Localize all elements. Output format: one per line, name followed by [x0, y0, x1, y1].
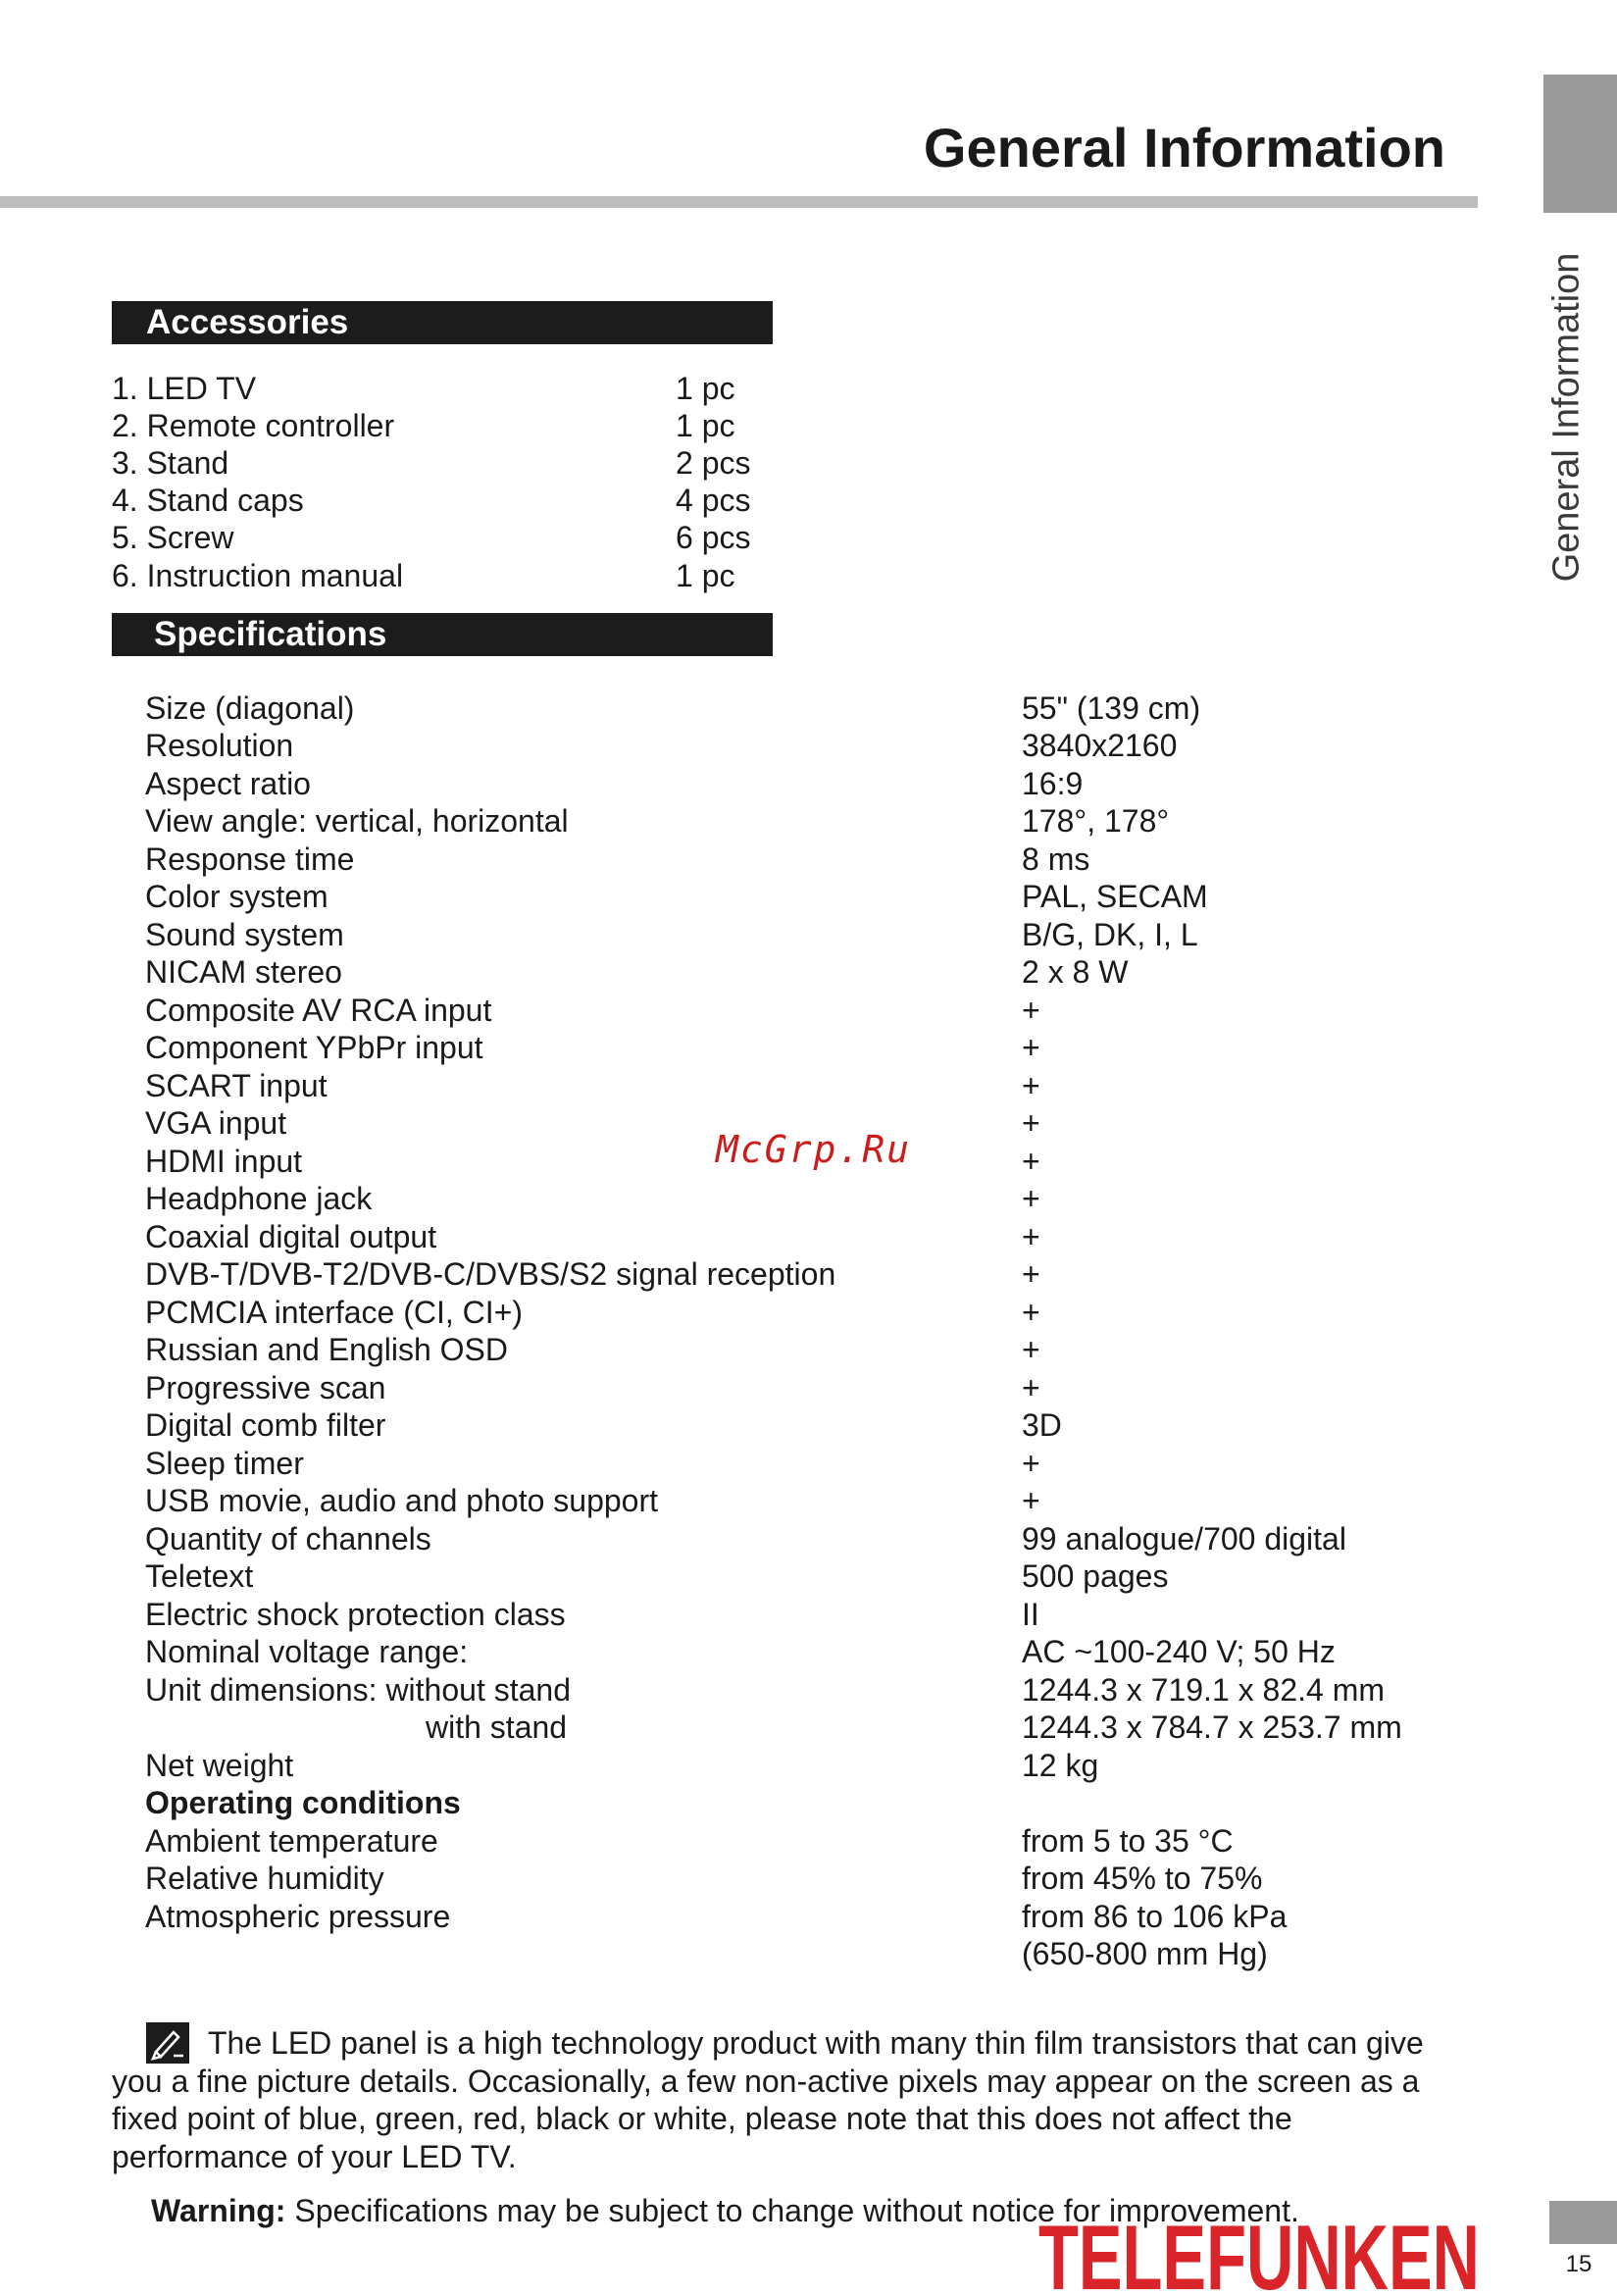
spec-label: NICAM stereo: [145, 954, 342, 990]
list-item: [0, 370, 1471, 407]
spec-value: +: [1022, 1068, 1040, 1103]
spec-value: +: [1022, 1030, 1040, 1065]
spec-label: View angle: vertical, horizontal: [145, 803, 569, 839]
spec-label: Coaxial digital output: [145, 1219, 437, 1254]
table-row: [0, 1255, 1471, 1293]
list-item: [0, 407, 1471, 444]
accessory-name: 6. Instruction manual: [112, 558, 404, 593]
spec-value: 12 kg: [1022, 1748, 1099, 1783]
accessory-qty: 2 pcs: [676, 445, 751, 481]
table-row: [0, 802, 1471, 840]
telefunken-logo: [1035, 2215, 1484, 2296]
spec-value: +: [1022, 1256, 1040, 1292]
spec-value: +: [1022, 1181, 1040, 1216]
list-item: [0, 557, 1471, 594]
spec-label: Aspect ratio: [145, 766, 311, 801]
spec-label: Component YPbPr input: [145, 1030, 483, 1065]
page-number: 15: [1565, 2251, 1592, 2277]
table-row: [0, 1596, 1471, 1633]
spec-label: Teletext: [145, 1558, 254, 1594]
spec-value: 1244.3 x 719.1 x 82.4 mm: [1022, 1672, 1385, 1708]
spec-label: VGA input: [145, 1105, 287, 1141]
spec-value: 3840x2160: [1022, 728, 1178, 763]
spec-value: AC ~100-240 V; 50 Hz: [1022, 1634, 1336, 1669]
side-tab-marker: [1543, 75, 1617, 213]
spec-label: Electric shock protection class: [145, 1597, 566, 1632]
accessory-name: 5. Screw: [112, 520, 234, 555]
table-row: [0, 1445, 1471, 1482]
table-row: [0, 878, 1471, 915]
spec-label: Russian and English OSD: [145, 1332, 508, 1367]
spec-label: Relative humidity: [145, 1861, 384, 1896]
spec-label: Composite AV RCA input: [145, 993, 492, 1028]
list-item: [0, 519, 1471, 556]
table-row: [0, 1747, 1471, 1784]
table-row: [0, 1369, 1471, 1406]
spec-value: 99 analogue/700 digital: [1022, 1521, 1346, 1556]
spec-value: 1244.3 x 784.7 x 253.7 mm: [1022, 1709, 1402, 1745]
spec-value: +: [1022, 1219, 1040, 1254]
table-row: [0, 1784, 1471, 1821]
spec-value: +: [1022, 1446, 1040, 1481]
list-item: [0, 482, 1471, 519]
table-row: [0, 1029, 1471, 1066]
table-row: [0, 1557, 1471, 1595]
accessory-name: 3. Stand: [112, 445, 229, 481]
spec-label: SCART input: [145, 1068, 328, 1103]
spec-label: Atmospheric pressure: [145, 1899, 451, 1934]
spec-value: B/G, DK, I, L: [1022, 917, 1198, 952]
spec-label: Unit dimensions: without stand: [145, 1672, 571, 1708]
spec-label: USB movie, audio and photo support: [145, 1483, 658, 1518]
specifications-heading: Specifications: [112, 613, 773, 656]
accessory-name: 1. LED TV: [112, 371, 257, 406]
table-row: [0, 916, 1471, 953]
spec-label: PCMCIA interface (CI, CI+): [145, 1295, 523, 1330]
spec-label: Digital comb filter: [145, 1407, 386, 1443]
table-row: [0, 1406, 1471, 1444]
spec-label: Size (diagonal): [145, 690, 355, 726]
spec-value: from 45% to 75%: [1022, 1861, 1263, 1896]
spec-label: HDMI input: [145, 1144, 303, 1179]
accessory-qty: 1 pc: [676, 558, 735, 593]
accessory-qty: 4 pcs: [676, 483, 751, 518]
spec-value: +: [1022, 1144, 1040, 1179]
spec-label: Response time: [145, 842, 355, 877]
spec-value: 178°, 178°: [1022, 803, 1170, 839]
spec-value: 500 pages: [1022, 1558, 1169, 1594]
spec-value: 8 ms: [1022, 842, 1090, 877]
warning-label: Warning:: [151, 2193, 286, 2228]
spec-label: Resolution: [145, 728, 294, 763]
spec-value: 2 x 8 W: [1022, 954, 1129, 990]
accessory-qty: 6 pcs: [676, 520, 751, 555]
title-divider: [0, 196, 1478, 208]
spec-label: Headphone jack: [145, 1181, 373, 1216]
table-row: [0, 1709, 1471, 1746]
side-section-label-text: General Information: [1545, 252, 1588, 582]
accessory-qty: 1 pc: [676, 371, 735, 406]
spec-value: II: [1022, 1597, 1039, 1632]
spec-value: (650-800 mm Hg): [1022, 1936, 1268, 1971]
list-item: [0, 444, 1471, 482]
spec-label: Sound system: [145, 917, 344, 952]
table-row: [0, 689, 1471, 727]
table-row: [0, 1671, 1471, 1709]
accessory-qty: 1 pc: [676, 408, 735, 443]
spec-value: +: [1022, 1483, 1040, 1518]
spec-label: Sleep timer: [145, 1446, 304, 1481]
spec-value: from 5 to 35 °C: [1022, 1823, 1234, 1859]
spec-value: +: [1022, 1370, 1040, 1405]
side-tab-marker-bottom: [1549, 2201, 1617, 2244]
table-row: [0, 1520, 1471, 1557]
spec-value: +: [1022, 1295, 1040, 1330]
page-title: General Information: [923, 117, 1445, 179]
spec-label: Nominal voltage range:: [145, 1634, 469, 1669]
spec-label: Ambient temperature: [145, 1823, 438, 1859]
note-paragraph: The LED panel is a high technology product with many thin film transistors that can give you a fine picture details. Occasionally, a few non-active pixels may appear on the screen as a fixed point of blue, green, red, black or white, please note that this does not affect the performance of your LED TV.: [112, 2025, 1424, 2174]
accessories-heading: Accessories: [112, 301, 773, 344]
table-row: [0, 1294, 1471, 1331]
spec-value: PAL, SECAM: [1022, 879, 1208, 914]
spec-value: from 86 to 106 kPa: [1022, 1899, 1288, 1934]
accessory-name: 2. Remote controller: [112, 408, 395, 443]
table-row: [0, 1331, 1471, 1368]
table-row: [0, 727, 1471, 764]
table-row: [0, 1067, 1471, 1104]
table-row: [0, 1218, 1471, 1255]
table-row: [0, 953, 1471, 991]
spec-label: DVB-T/DVB-T2/DVB-C/DVBS/S2 signal reception: [145, 1256, 836, 1292]
table-row: [0, 992, 1471, 1029]
warning-text: Specifications may be subject to change without notice for improvement.: [285, 2193, 1299, 2228]
spec-label: Progressive scan: [145, 1370, 386, 1405]
spec-value: 3D: [1022, 1407, 1062, 1443]
spec-value: 16:9: [1022, 766, 1084, 801]
spec-value: +: [1022, 1105, 1040, 1141]
spec-label: Net weight: [145, 1748, 294, 1783]
table-row: [0, 1860, 1471, 1897]
table-row: [0, 1633, 1471, 1670]
accessory-name: 4. Stand caps: [112, 483, 304, 518]
table-row: [0, 765, 1471, 802]
watermark: McGrp.Ru: [716, 1128, 912, 1171]
spec-section-label: Operating conditions: [145, 1785, 461, 1820]
table-row: [0, 841, 1471, 878]
spec-label: Quantity of channels: [145, 1521, 431, 1556]
table-row: [0, 1180, 1471, 1217]
spec-value: +: [1022, 993, 1040, 1028]
spec-label: Color system: [145, 879, 328, 914]
spec-value: 55" (139 cm): [1022, 690, 1201, 726]
table-row: [0, 1898, 1471, 1935]
table-row: [0, 1822, 1471, 1860]
svg-text:TELEFUNKEN: TELEFUNKEN: [1038, 2215, 1480, 2296]
table-row: [0, 1935, 1471, 1972]
side-section-label: [1532, 240, 1602, 593]
spec-label: with stand: [426, 1709, 568, 1745]
table-row: [0, 1482, 1471, 1519]
spec-value: +: [1022, 1332, 1040, 1367]
